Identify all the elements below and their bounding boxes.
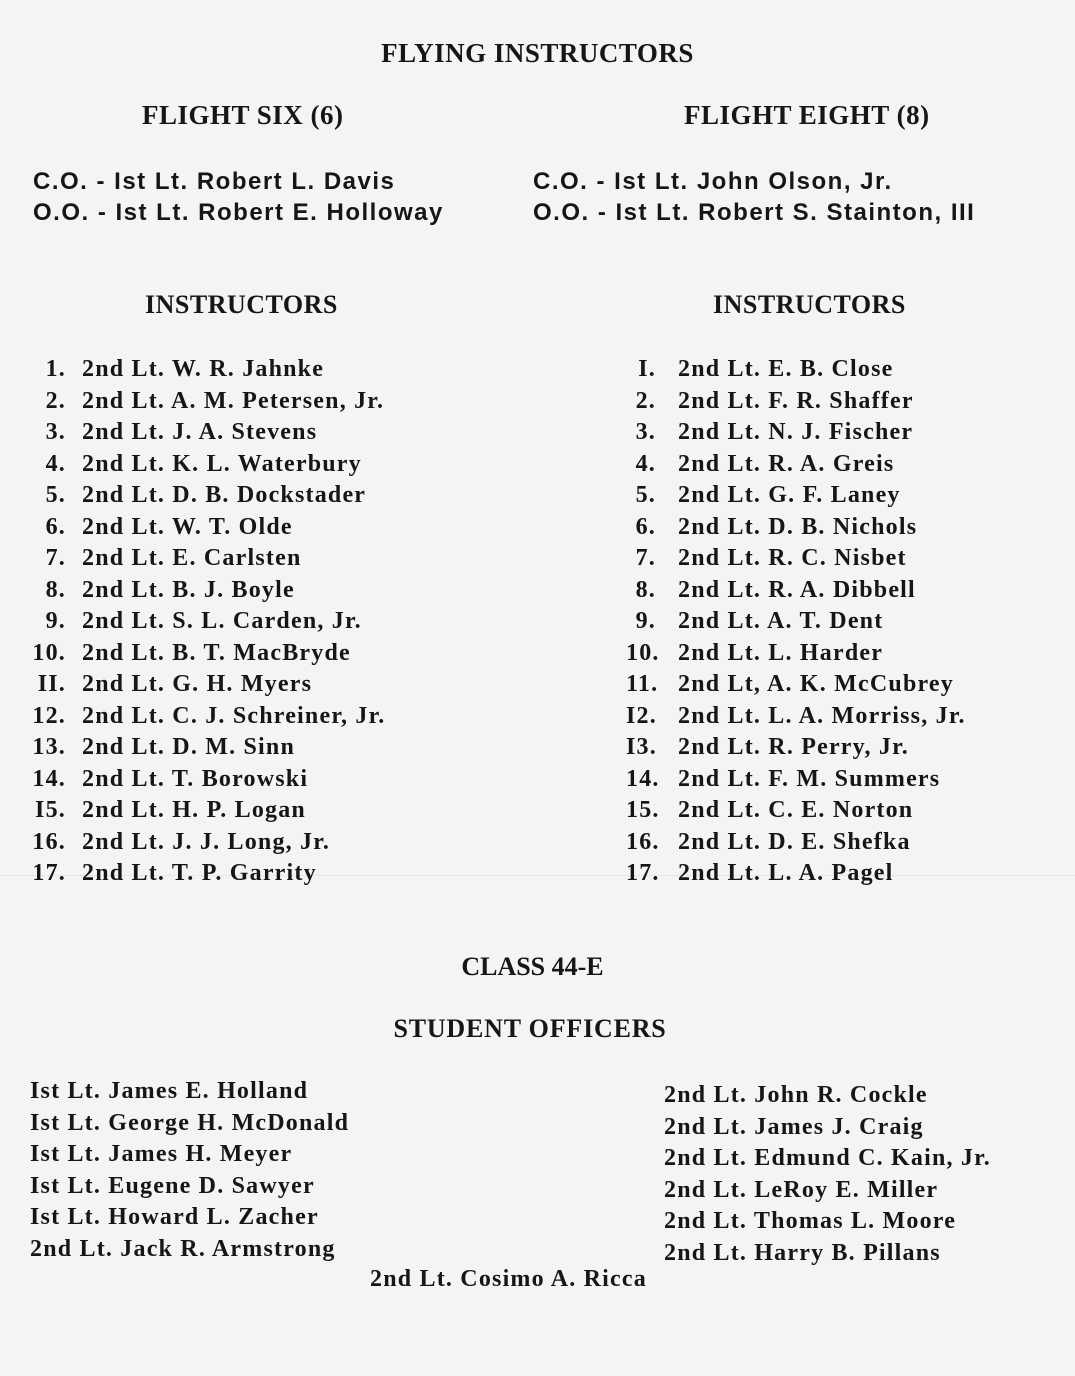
list-item: 9. 2nd Lt. A. T. Dent (635, 608, 884, 634)
list-item: 16. 2nd Lt. J. J. Long, Jr. (32, 828, 331, 855)
flight-six-oo: O.O. - Ist Lt. Robert E. Holloway (33, 199, 444, 226)
list-item: 12. 2nd Lt. C. J. Schreiner, Jr. (32, 702, 386, 729)
list-item: 7. 2nd Lt. E. Carlsten (45, 545, 302, 571)
class-heading: CLASS 44-E (461, 952, 604, 981)
list-item: 16. 2nd Lt. D. E. Shefka (626, 828, 911, 855)
list-item: 8. 2nd Lt. R. A. Dibbell (635, 576, 916, 603)
list-item: 13. 2nd Lt. D. M. Sinn (32, 734, 295, 760)
list-item: 9. 2nd Lt. S. L. Carden, Jr. (45, 608, 362, 634)
list-item: 2. 2nd Lt. A. M. Petersen, Jr. (45, 387, 385, 414)
list-item: 17. 2nd Lt. T. P. Garrity (32, 860, 317, 886)
list-item: 15. 2nd Lt. C. E. Norton (626, 797, 914, 823)
list-item: 6. 2nd Lt. W. T. Olde (45, 513, 293, 540)
list-item: Ist Lt. James E. Holland (30, 1078, 309, 1104)
flight-eight-oo: O.O. - Ist Lt. Robert S. Stainton, III (533, 199, 976, 226)
list-item: 3. 2nd Lt. J. A. Stevens (45, 419, 318, 445)
list-item: 14. 2nd Lt. F. M. Summers (626, 765, 941, 792)
flight-six-co: C.O. - Ist Lt. Robert L. Davis (33, 168, 396, 195)
list-item: 2nd Lt. Harry B. Pillans (664, 1239, 941, 1266)
list-item: 17. 2nd Lt. L. A. Pagel (626, 860, 894, 886)
list-item: 10. 2nd Lt. B. T. MacBryde (32, 639, 351, 666)
list-item: 4. 2nd Lt. K. L. Waterbury (45, 450, 362, 477)
list-item: I. 2nd Lt. E. B. Close (638, 356, 894, 382)
list-item: 10. 2nd Lt. L. Harder (626, 639, 884, 666)
list-item: 1. 2nd Lt. W. R. Jahnke (45, 356, 325, 382)
flight-six-instructors-heading: INSTRUCTORS (145, 290, 338, 319)
list-item: 11. 2nd Lt, A. K. McCubrey (626, 671, 954, 697)
list-item: Ist Lt. Howard L. Zacher (30, 1204, 319, 1230)
student-list-left (30, 1076, 349, 1265)
page-title: FLYING INSTRUCTORS (381, 38, 694, 68)
flight-eight-heading: FLIGHT EIGHT (8) (684, 100, 930, 130)
list-item: 4. 2nd Lt. R. A. Greis (635, 450, 895, 477)
list-item: 5. 2nd Lt. D. B. Dockstader (45, 482, 367, 508)
list-item: 2nd Lt. LeRoy E. Miller (664, 1176, 939, 1203)
student-officers-heading: STUDENT OFFICERS (393, 1014, 667, 1043)
list-item: 6. 2nd Lt. D. B. Nichols (635, 513, 918, 540)
flight-six-instructor-list (8, 354, 385, 890)
list-item: 5. 2nd Lt. G. F. Laney (635, 482, 901, 508)
student-list-right (664, 1080, 991, 1269)
list-item: I5. 2nd Lt. H. P. Logan (35, 797, 306, 823)
list-item: 2nd Lt. Edmund C. Kain, Jr. (664, 1145, 991, 1171)
flight-eight-co: C.O. - Ist Lt. John Olson, Jr. (533, 168, 893, 195)
list-item: 2nd Lt. Thomas L. Moore (664, 1208, 957, 1234)
flight-eight-instructor-list (626, 354, 966, 890)
list-item: 2nd Lt. John R. Cockle (664, 1082, 928, 1108)
list-item: 2nd Lt. Jack R. Armstrong (30, 1235, 336, 1262)
flight-eight-instructors-heading: INSTRUCTORS (713, 290, 906, 319)
list-item: 8. 2nd Lt. B. J. Boyle (45, 576, 295, 603)
list-item: Ist Lt. Eugene D. Sawyer (30, 1172, 315, 1199)
list-item: II. 2nd Lt. G. H. Myers (37, 671, 313, 697)
list-item: I3. 2nd Lt. R. Perry, Jr. (626, 734, 909, 760)
list-item: 7. 2nd Lt. R. C. Nisbet (635, 545, 907, 571)
list-item: 2. 2nd Lt. F. R. Shaffer (635, 387, 914, 414)
flight-six-heading: FLIGHT SIX (6) (142, 100, 344, 130)
list-item: Ist Lt. George H. McDonald (30, 1109, 350, 1136)
list-item: 2nd Lt. James J. Craig (664, 1113, 924, 1140)
list-item: 3. 2nd Lt. N. J. Fischer (635, 419, 914, 445)
student-last: 2nd Lt. Cosimo A. Ricca (370, 1266, 647, 1292)
list-item: Ist Lt. James H. Meyer (30, 1141, 293, 1167)
list-item: I2. 2nd Lt. L. A. Morriss, Jr. (626, 702, 966, 729)
list-item: 14. 2nd Lt. T. Borowski (32, 765, 309, 792)
